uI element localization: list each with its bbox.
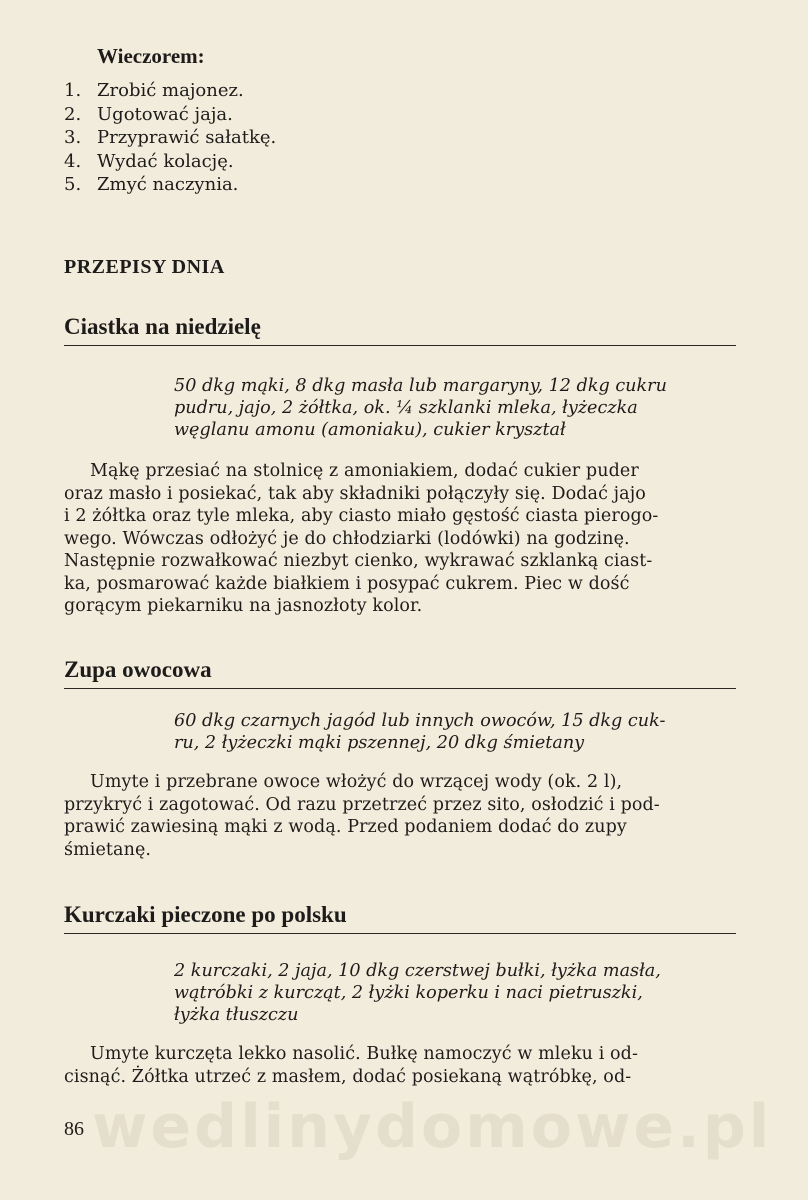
recipe-title: Ciastka na niedzielę xyxy=(64,314,261,339)
ingredients-line: 2 kurczaki, 2 jaja, 10 dkg czerstwej bułki, łyżka masła, xyxy=(174,961,661,981)
recipe-title: Zupa owocowa xyxy=(64,657,212,682)
title-underline xyxy=(64,933,736,934)
instructions-line: Umyte i przebrane owoce włożyć do wrzącej wody (ok. 2 l), xyxy=(90,772,623,792)
page-number: 86 xyxy=(64,1118,84,1140)
step-text: Zrobić majonez. xyxy=(97,80,244,101)
watermark: wedlinydomowe.pl xyxy=(92,1092,773,1162)
step-text: Przyprawić sałatkę. xyxy=(97,127,277,148)
title-underline xyxy=(64,688,736,689)
ingredients-line: ru, 2 łyżeczki mąki pszennej, 20 dkg śmietany xyxy=(174,733,585,753)
recipe-ingredients xyxy=(174,375,742,441)
instructions-line: i 2 żółtka oraz tyle mleka, aby ciasto miało gęstość ciasta pierogo- xyxy=(64,506,659,526)
ingredients-line: łyżka tłuszczu xyxy=(174,1005,299,1025)
step-number: 2. xyxy=(64,103,82,125)
title-underline xyxy=(64,345,736,346)
list-item xyxy=(64,173,276,197)
step-number: 4. xyxy=(64,150,82,172)
instructions-line: Mąkę przesiać na stolnicę z amoniakiem, dodać cukier puder xyxy=(90,461,639,481)
step-number: 3. xyxy=(64,127,82,148)
list-item xyxy=(64,103,276,127)
instructions-line: przykryć i zagotować. Od razu przetrzeć przez sito, osłodzić i pod- xyxy=(64,794,660,815)
list-item xyxy=(64,79,276,103)
ingredients-line: pudru, jajo, 2 żółtka, ok. ¼ szklanki mleka, łyżeczka xyxy=(174,398,638,418)
ingredients-line: 60 dkg czarnych jagód lub innych owoców, 15 dkg cuk- xyxy=(174,711,666,731)
instructions-line: ka, posmarować każde białkiem i posypać cukrem. Piec w dość xyxy=(64,573,630,594)
recipe-instructions xyxy=(64,460,744,618)
instructions-line: prawić zawiesiną mąki z wodą. Przed podaniem dodać do zupy xyxy=(64,817,627,837)
recipe-ingredients xyxy=(174,710,742,754)
ingredients-line: 50 dkg mąki, 8 dkg masła lub margaryny, 12 dkg cukru xyxy=(174,376,667,396)
recipe-instructions xyxy=(64,771,744,861)
step-text: Zmyć naczynia. xyxy=(97,174,239,195)
evening-steps-list xyxy=(64,79,276,197)
recipe-instructions xyxy=(64,1043,744,1088)
instructions-line: wego. Wówczas odłożyć je do chłodziarki (lodówki) na godzinę. xyxy=(64,528,630,549)
step-text: Wydać kolację. xyxy=(97,150,234,172)
recipe-title: Kurczaki pieczone po polsku xyxy=(64,902,347,927)
instructions-line: Następnie rozwałkować niezbyt cienko, wykrawać szklanką ciast- xyxy=(64,551,653,571)
instructions-line: cisnąć. Żółtka utrzeć z masłem, dodać posiekaną wątróbkę, od- xyxy=(64,1066,632,1087)
section-title: PRZEPISY DNIA xyxy=(64,256,225,278)
evening-heading: Wieczorem: xyxy=(97,44,205,68)
instructions-line: Umyte kurczęta lekko nasolić. Bułkę namoczyć w mleku i od- xyxy=(90,1044,639,1064)
instructions-line: śmietanę. xyxy=(64,839,152,860)
instructions-line: oraz masło i posiekać, tak aby składniki połączyły się. Dodać jajo xyxy=(64,483,646,504)
step-number: 5. xyxy=(64,174,82,195)
list-item xyxy=(64,150,276,174)
ingredients-line: wątróbki z kurcząt, 2 łyżki koperku i naci pietruszki, xyxy=(174,983,643,1003)
recipe-ingredients xyxy=(174,960,742,1026)
list-item xyxy=(64,126,276,150)
step-text: Ugotować jaja. xyxy=(97,103,233,125)
instructions-line: gorącym piekarniku na jasnozłoty kolor. xyxy=(64,596,423,616)
step-number: 1. xyxy=(64,80,82,101)
ingredients-line: węglanu amonu (amoniaku), cukier kryształ xyxy=(174,420,566,440)
